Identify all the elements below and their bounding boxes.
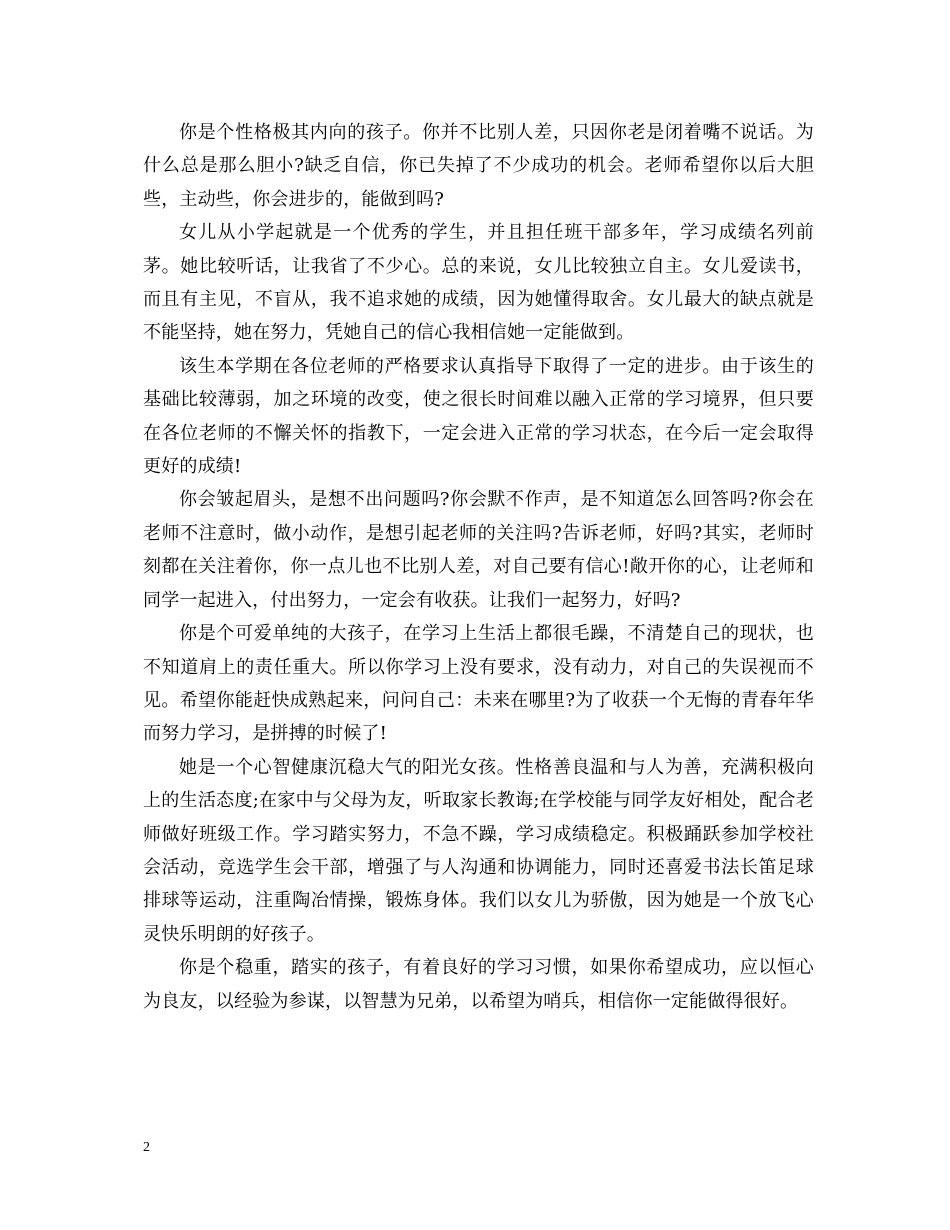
paragraph-4: 你会皱起眉头，是想不出问题吗?你会默不作声，是不知道怎么回答吗?你会在老师不注意时，做小动作，是想引起老师的关注吗?告诉老师，好吗?其实，老师时刻都在关注着你，你一点儿也不比别人差，对自己要有信心!敞开你的心，让老师和同学一起进入，付出努力，一定会有收获。让我们一起努力，好吗? [143, 489, 814, 611]
paragraph-1: 你是个性格极其内向的孩子。你并不比别人差，只因你老是闭着嘴不说话。为什么总是那么胆小?缺乏自信，你已失掉了不少成功的机会。老师希望你以后大胆些，主动些，你会进步的，能做到吗? [143, 122, 814, 210]
page-number: 2 [143, 1140, 150, 1155]
paragraph-7: 你是个稳重，踏实的孩子，有着良好的学习习惯，如果你希望成功，应以恒心为良友，以经验为参谋，以智慧为兄弟，以希望为哨兵，相信你一定能做得很好。 [143, 957, 814, 1012]
paragraph-2: 女儿从小学起就是一个优秀的学生，并且担任班干部多年，学习成绩名列前茅。她比较听话，让我省了不少心。总的来说，女儿比较独立自主。女儿爱读书，而且有主见，不盲从，我不追求她的成绩，因为她懂得取舍。女儿最大的缺点就是不能坚持，她在努力，凭她自己的信心我相信她一定能做到。 [143, 222, 814, 344]
paragraph-3: 该生本学期在各位老师的严格要求认真指导下取得了一定的进步。由于该生的基础比较薄弱，加之环境的改变，使之很长时间难以融入正常的学习境界，但只要在各位老师的不懈关怀的指教下，一定会进入正常的学习状态，在今后一定会取得更好的成绩! [143, 355, 814, 478]
paragraph-5: 你是个可爱单纯的大孩子，在学习上生活上都很毛躁，不清楚自己的现状，也不知道肩上的责任重大。所以你学习上没有要求，没有动力，对自己的失误视而不见。希望你能赶快成熟起来，问问自己：未来在哪里?为了收获一个无悔的青春年华而努力学习，是拼搏的时候了! [143, 623, 814, 745]
paragraph-6: 她是一个心智健康沉稳大气的阳光女孩。性格善良温和与人为善，充满积极向上的生活态度;在家中与父母为友，听取家长教诲;在学校能与同学友好相处，配合老师做好班级工作。学习踏实努力，不急不躁，学习成绩稳定。积极踊跃参加学校社会活动，竞选学生会干部，增强了与人沟通和协调能力，同时还喜爱书法长笛足球排球等运动，注重陶冶情操，锻炼身体。我们以女儿为骄傲，因为她是一个放飞心灵快乐明朗的好孩子。 [143, 756, 814, 945]
document-body [143, 116, 814, 1018]
